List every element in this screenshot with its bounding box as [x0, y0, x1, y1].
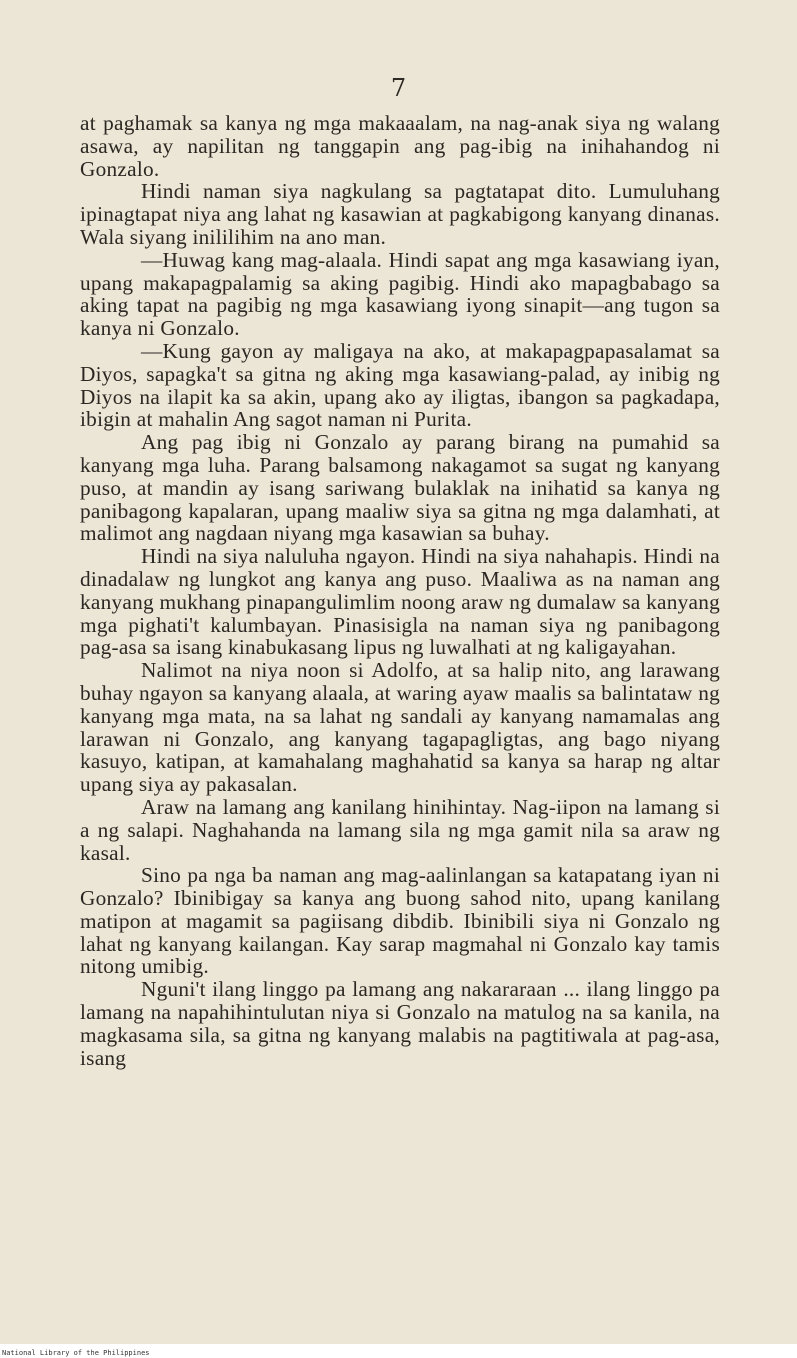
paragraph: —Huwag kang mag-alaala. Hindi sapat ang mga kasawiang iyan, upang makapagpalamig sa aking pagibig. Hindi ako mapagbabago sa aking tapat na pagibig ng mga kasawiang iyong sinapit—ang tugon sa kanya ni Gonzalo.	[80, 247, 720, 341]
paragraph: Hindi naman siya nagkulang sa pagtatapat dito. Lumuluhang ipinagtapat niya ang lahat ng kasawian at pagkabigong kanyang dinanas. Wala siyang inililihim na ano man.	[80, 179, 720, 249]
paragraph: Nalimot na niya noon si Adolfo, at sa halip nito, ang larawang buhay ngayon sa kanyang alaala, at waring ayaw maalis sa balintataw ng kanyang mga mata, na sa lahat ng sandali ay kanyang namamalas ang larawan ni Gonzalo, ang kanyang tagapagligtas, ang bago niyang kasuyo, katipan, at kamahalang maghahatid sa kanya sa harap ng altar upang siya ay pakasalan.	[80, 658, 720, 797]
page-text	[80, 112, 720, 1069]
library-credit: National Library of the Philippines	[2, 1349, 150, 1357]
paragraph: Sino pa nga ba naman ang mag-aalinlangan sa katapatang iyan ni Gonzalo? Ibinibigay sa kanya ang buong sahod nito, upang kanilang matipon at magamit sa pagiisang dibdib. Ibinibili siya ni Gonzalo ng lahat ng kanyang kailangan. Kay sarap magmahal ni Gonzalo kay tamis nitong umibig.	[80, 863, 720, 979]
paragraph: Nguni't ilang linggo pa lamang ang nakararaan ... ilang linggo pa lamang na napahihintulutan niya si Gonzalo na matulog na sa kanila, na magkasama sila, sa gitna ng kanyang malabis na pagtitiwala at pag-asa, isang	[80, 977, 720, 1070]
paragraph: Ang pag ibig ni Gonzalo ay parang birang na pumahid sa kanyang mga luha. Parang balsamong nakagamot sa sugat ng kanyang puso, at mandin ay isang sariwang bulaklak na inihatid sa kanya ng panibagong kapalaran, upang maaliw siya sa gitna ng mga dalamhati, at malimot ang nagdaan niyang mga kasawian sa buhay.	[80, 430, 720, 546]
paragraph: Araw na lamang ang kanilang hinihintay. Nag-iipon na lamang si a ng salapi. Naghahanda na lamang sila ng mga gamit nila sa araw ng kasal.	[80, 794, 720, 865]
paragraph: Hindi na siya naluluha ngayon. Hindi na siya nahahapis. Hindi na dinadalaw ng lungkot ang kanya ang puso. Maaliwa as na naman ang kanyang mukhang pinapangulimlim noong araw ng dumalaw sa kanyang mga pighati't kalumbayan. Pinasisigla na naman siya ng panibagong pag-asa sa isang kinabukasang lipus ng luwalhati at ng kaligayahan.	[80, 544, 720, 660]
paragraph: —Kung gayon ay maligaya na ako, at makapagpapasalamat sa Diyos, sapagka't sa gitna ng aking mga kasawiang-palad, ay inibig ng Diyos na ilapit ka sa akin, upang ako ay iligtas, ibangon sa pagkadapa, ibigin at mahalin Ang sagot naman ni Purita.	[80, 338, 720, 432]
page-number: 7	[390, 74, 407, 102]
paragraph: at paghamak sa kanya ng mga makaaalam, na nag-anak siya ng walang asawa, ay napilitan ng tanggapin ang pag-ibig na inihahandog ni Gonzalo.	[80, 111, 720, 181]
footer-bar	[0, 1344, 797, 1358]
